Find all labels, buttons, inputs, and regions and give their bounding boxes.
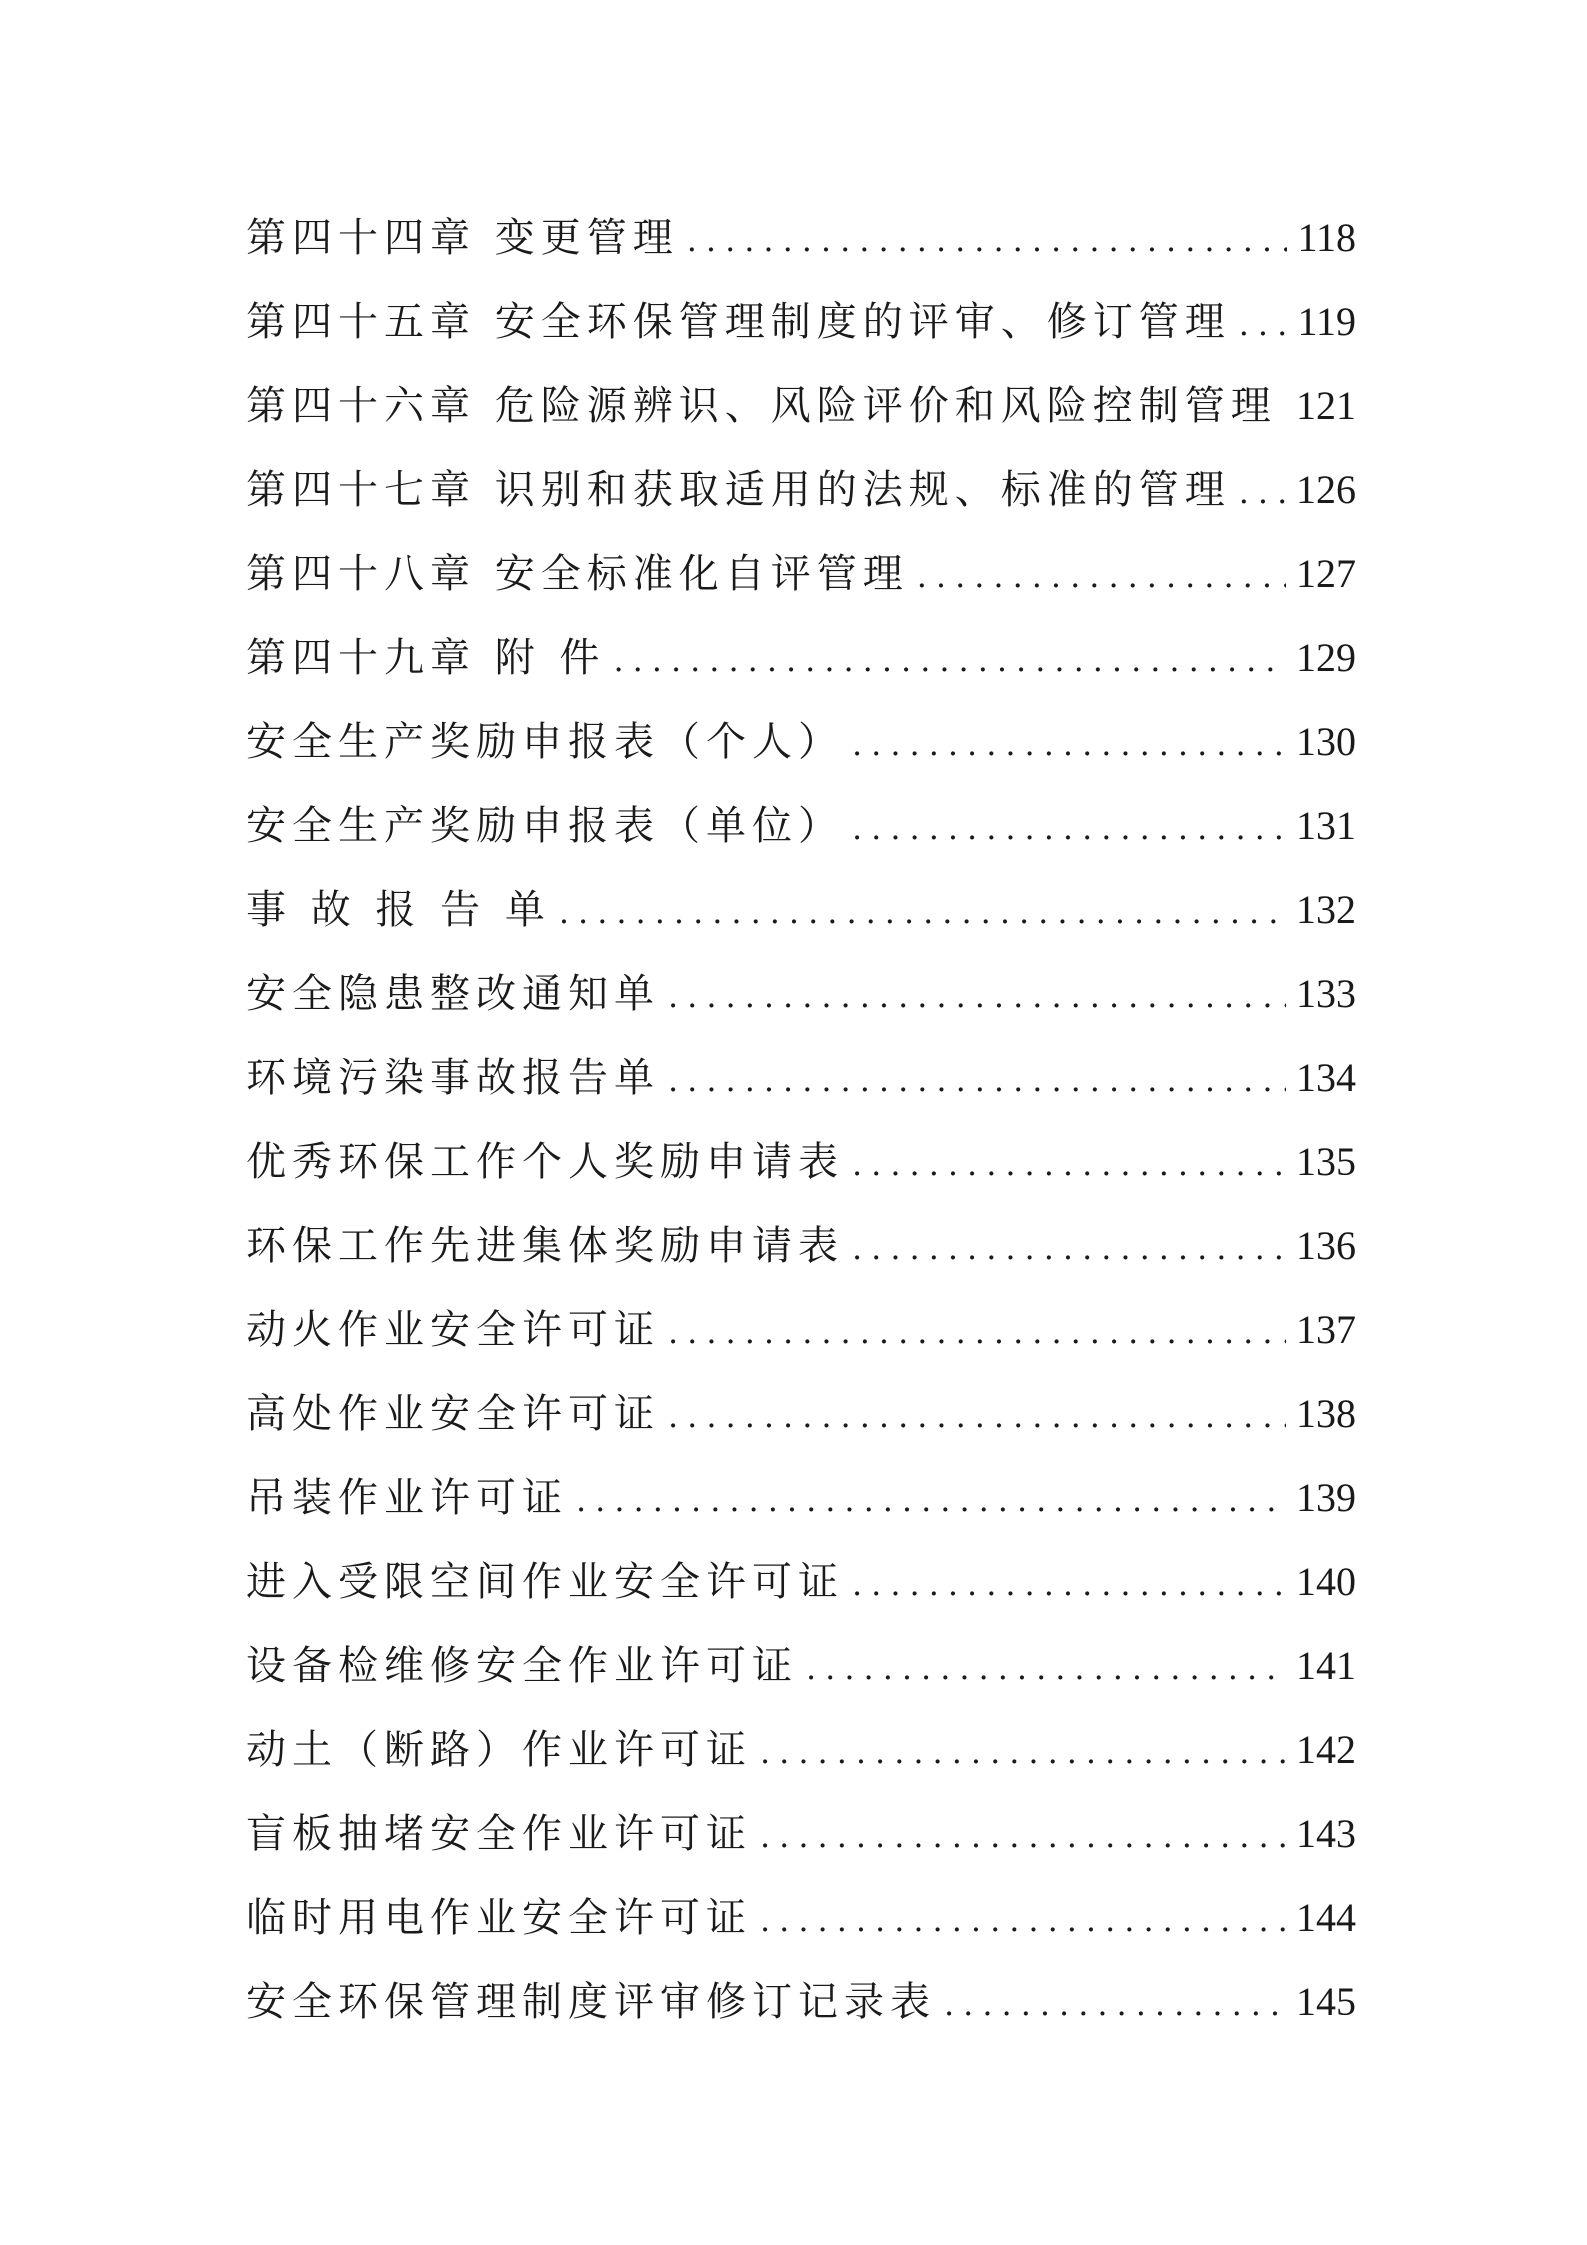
toc-dot-leader	[687, 198, 1288, 282]
toc-entry[interactable]	[246, 1624, 1356, 1708]
toc-entry[interactable]	[246, 616, 1356, 700]
toc-page-number: 132	[1296, 887, 1356, 932]
toc-page-number: 130	[1296, 719, 1356, 764]
toc-entry[interactable]	[246, 1876, 1356, 1960]
toc-dot-leader	[806, 1626, 1286, 1710]
toc-dot-leader	[852, 786, 1286, 870]
toc-dot-leader	[852, 702, 1286, 786]
toc-entry[interactable]	[246, 1960, 1356, 2044]
toc-entry[interactable]	[246, 1456, 1356, 1540]
toc-entry-title: 第四十四章 变更管理	[246, 215, 679, 261]
toc-dot-leader	[613, 618, 1286, 702]
toc-page-number: 119	[1297, 299, 1356, 344]
toc-entry-title: 第四十七章 识别和获取适用的法规、标准的管理	[246, 467, 1231, 513]
toc-dot-leader	[852, 1542, 1286, 1626]
toc-dot-leader	[852, 1206, 1286, 1290]
toc-entry[interactable]	[246, 952, 1356, 1036]
toc-dot-leader	[559, 870, 1286, 954]
toc-page-number: 138	[1296, 1391, 1356, 1436]
toc-dot-leader	[1285, 366, 1286, 450]
toc-entry-title: 动土（断路）作业许可证	[246, 1727, 752, 1773]
toc-entry-title: 安全生产奖励申报表（个人）	[246, 719, 844, 765]
toc-dot-leader	[668, 1038, 1286, 1122]
toc-dot-leader	[760, 1794, 1286, 1878]
toc-entry[interactable]	[246, 1792, 1356, 1876]
toc-entry[interactable]	[246, 448, 1356, 532]
toc-page-number: 131	[1296, 803, 1356, 848]
toc-page-number: 144	[1296, 1895, 1356, 1940]
toc-entry[interactable]	[246, 1708, 1356, 1792]
toc-entry-title: 盲板抽堵安全作业许可证	[246, 1811, 752, 1857]
toc-entry-title: 第四十六章 危险源辨识、风险评价和风险控制管理	[246, 383, 1277, 429]
toc-dot-leader	[760, 1878, 1286, 1962]
toc-entry[interactable]	[246, 280, 1356, 364]
toc-entry-title: 吊装作业许可证	[246, 1475, 568, 1521]
toc-entry-title: 优秀环保工作个人奖励申请表	[246, 1139, 844, 1185]
toc-dot-leader	[852, 1122, 1286, 1206]
toc-page-number: 137	[1296, 1307, 1356, 1352]
toc-entry[interactable]	[246, 364, 1356, 448]
toc-dot-leader	[1239, 450, 1286, 534]
toc-dot-leader	[668, 1374, 1286, 1458]
toc-page-number: 121	[1296, 383, 1356, 428]
toc-page-number: 141	[1296, 1643, 1356, 1688]
toc-entry-title: 第四十九章 附 件	[246, 635, 606, 681]
toc-entry[interactable]	[246, 784, 1356, 868]
toc-page-number: 145	[1296, 1979, 1356, 2024]
toc-entry-title: 高处作业安全许可证	[246, 1391, 660, 1437]
toc-dot-leader	[944, 1962, 1286, 2046]
toc-entry[interactable]	[246, 1540, 1356, 1624]
toc-page-number: 143	[1296, 1811, 1356, 1856]
toc-page-number: 140	[1296, 1559, 1356, 1604]
toc-entry[interactable]	[246, 1204, 1356, 1288]
toc-page-number: 136	[1296, 1223, 1356, 1268]
toc-entry[interactable]	[246, 1036, 1356, 1120]
toc-dot-leader	[760, 1710, 1286, 1794]
toc-dot-leader	[668, 1290, 1286, 1374]
toc-entry[interactable]	[246, 868, 1356, 952]
toc-entry[interactable]	[246, 1288, 1356, 1372]
toc-dot-leader	[917, 534, 1286, 618]
toc-page-number: 133	[1296, 971, 1356, 1016]
toc-entry-title: 环保工作先进集体奖励申请表	[246, 1223, 844, 1269]
toc-entry-title: 进入受限空间作业安全许可证	[246, 1559, 844, 1605]
toc-entry-title: 第四十八章 安全标准化自评管理	[246, 551, 909, 597]
toc-page-number: 118	[1297, 215, 1356, 260]
toc-page-number: 129	[1296, 635, 1356, 680]
toc-page-number: 142	[1296, 1727, 1356, 1772]
toc-dot-leader	[1239, 282, 1288, 366]
toc-page-number: 135	[1296, 1139, 1356, 1184]
toc-page-number: 134	[1296, 1055, 1356, 1100]
toc-entry-title: 事 故 报 告 单	[246, 887, 551, 933]
toc-entry[interactable]	[246, 532, 1356, 616]
toc-page-number: 139	[1296, 1475, 1356, 1520]
table-of-contents	[246, 196, 1356, 2044]
toc-page-number: 126	[1296, 467, 1356, 512]
toc-entry[interactable]	[246, 1372, 1356, 1456]
toc-entry-title: 动火作业安全许可证	[246, 1307, 660, 1353]
toc-dot-leader	[576, 1458, 1286, 1542]
toc-entry[interactable]	[246, 700, 1356, 784]
toc-entry-title: 临时用电作业安全许可证	[246, 1895, 752, 1941]
toc-dot-leader	[668, 954, 1286, 1038]
toc-entry-title: 第四十五章 安全环保管理制度的评审、修订管理	[246, 299, 1231, 345]
toc-entry-title: 环境污染事故报告单	[246, 1055, 660, 1101]
toc-entry-title: 安全隐患整改通知单	[246, 971, 660, 1017]
toc-page-number: 127	[1296, 551, 1356, 596]
toc-entry[interactable]	[246, 1120, 1356, 1204]
toc-entry-title: 安全环保管理制度评审修订记录表	[246, 1979, 936, 2025]
toc-entry[interactable]	[246, 196, 1356, 280]
toc-entry-title: 安全生产奖励申报表（单位）	[246, 803, 844, 849]
toc-entry-title: 设备检维修安全作业许可证	[246, 1643, 798, 1689]
